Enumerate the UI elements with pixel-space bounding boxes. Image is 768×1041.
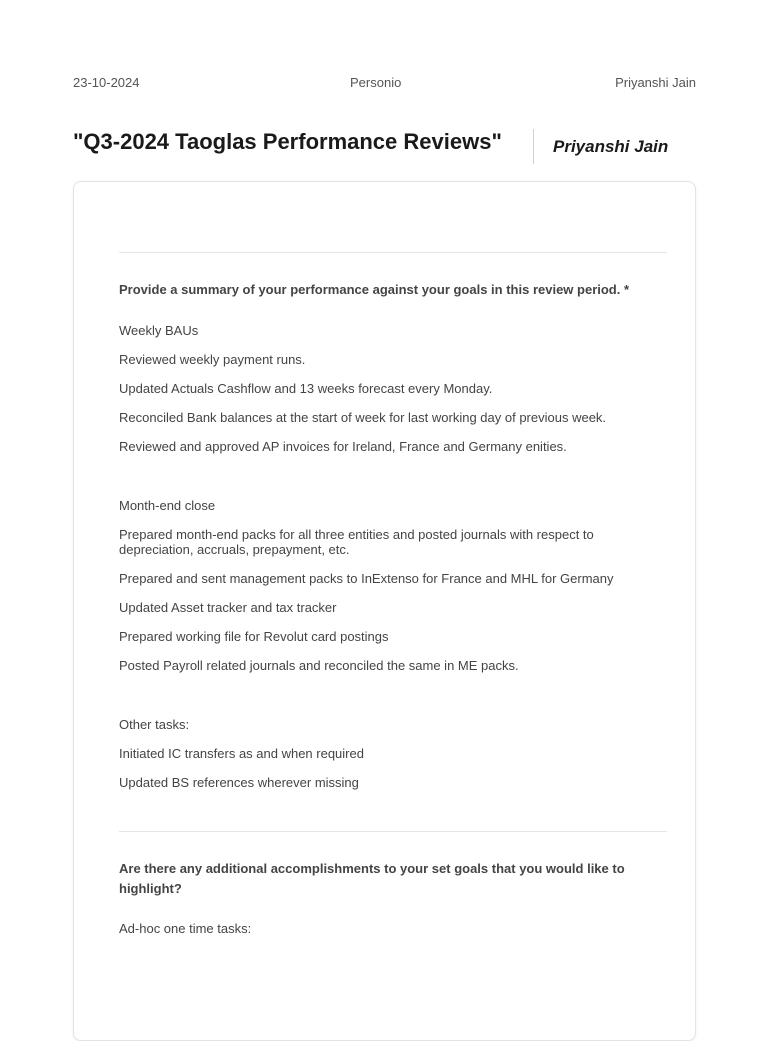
app-name: Personio bbox=[350, 75, 402, 90]
section-divider bbox=[119, 252, 667, 253]
print-user: Priyanshi Jain bbox=[615, 75, 696, 90]
question-additional-accomplishments: Are there any additional accomplishments to your set goals that you would like to highlight? bbox=[119, 861, 625, 896]
answer-line: Reviewed weekly payment runs. bbox=[119, 352, 306, 367]
review-title-row bbox=[73, 129, 696, 165]
page-title: "Q3-2024 Taoglas Performance Reviews" bbox=[73, 129, 502, 154]
answer-line: Weekly BAUs bbox=[119, 323, 199, 338]
answer-line: Reconciled Bank balances at the start of week for last working day of previous week. bbox=[119, 410, 607, 425]
answer-line: Prepared working file for Revolut card postings bbox=[119, 629, 389, 644]
print-header bbox=[73, 75, 696, 93]
review-card bbox=[73, 181, 696, 1041]
answer-line: Prepared month-end packs for all three entities and posted journals with respect to depreciation, accruals, prepayment, etc. bbox=[119, 527, 594, 557]
answer-line: Reviewed and approved AP invoices for Ireland, France and Germany enities. bbox=[119, 439, 567, 454]
answer-line: Initiated IC transfers as and when required bbox=[119, 746, 364, 761]
answer-line: Ad-hoc one time tasks: bbox=[119, 921, 252, 936]
answer-line: Posted Payroll related journals and reconciled the same in ME packs. bbox=[119, 658, 519, 673]
answer-line: Updated BS references wherever missing bbox=[119, 775, 359, 790]
answer-line: Updated Asset tracker and tax tracker bbox=[119, 600, 337, 615]
section-divider bbox=[119, 831, 667, 832]
question-performance-summary: Provide a summary of your performance against your goals in this review period. * bbox=[119, 282, 630, 297]
title-divider bbox=[533, 129, 534, 164]
answer-line: Updated Actuals Cashflow and 13 weeks forecast every Monday. bbox=[119, 381, 493, 396]
answer-line: Other tasks: bbox=[119, 717, 190, 732]
employee-name: Priyanshi Jain bbox=[553, 137, 669, 156]
answer-line: Month-end close bbox=[119, 498, 216, 513]
print-date: 23-10-2024 bbox=[73, 75, 140, 90]
answer-line: Prepared and sent management packs to InExtenso for France and MHL for Germany bbox=[119, 571, 614, 586]
